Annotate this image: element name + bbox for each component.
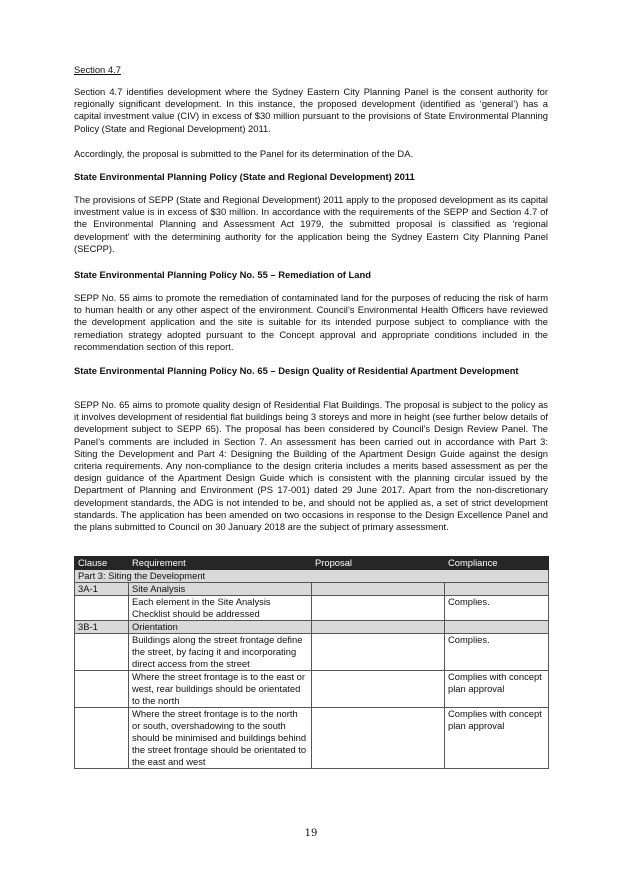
empty-cell bbox=[75, 596, 129, 621]
adg-compliance-table bbox=[74, 556, 549, 769]
header-compliance: Compliance bbox=[445, 557, 549, 570]
requirement-cell: Each element in the Site Analysis Checklist should be addressed bbox=[129, 596, 312, 621]
requirement-cell: Buildings along the street frontage define the street, by facing it and incorporating direct access from the street bbox=[129, 634, 312, 671]
compliance-cell: Complies with concept plan approval bbox=[445, 708, 549, 769]
table-row bbox=[75, 570, 549, 583]
paragraph-sepp-55: SEPP No. 55 aims to promote the remediation of contaminated land for the purposes of reducing the risk of harm to human health or any other aspect of the environment. Council’s Environmental Health Officers have reviewed the development application and the site is suitable for its intended purpose subject to compliance with the remediation strategy adopted pursuant to the Concept approval and appropriate conditions included in the recommendation section of this report. bbox=[74, 292, 548, 352]
heading-sepp-srd: State Environmental Planning Policy (State and Regional Development) 2011 bbox=[74, 171, 415, 182]
table-header-row bbox=[75, 557, 549, 570]
empty-cell bbox=[75, 708, 129, 769]
proposal-cell bbox=[312, 671, 445, 708]
empty-cell bbox=[445, 621, 549, 634]
header-requirement: Requirement bbox=[129, 557, 312, 570]
requirement-cell: Where the street frontage is to the north or south, overshadowing to the south should be minimised and buildings behind the street frontage should be orientated to the east and west bbox=[129, 708, 312, 769]
empty-cell bbox=[312, 621, 445, 634]
table-row bbox=[75, 596, 549, 621]
table-row bbox=[75, 583, 549, 596]
clause-cell: 3B-1 bbox=[75, 621, 129, 634]
subheading-cell: Orientation bbox=[129, 621, 312, 634]
subheading-cell: Site Analysis bbox=[129, 583, 312, 596]
header-clause: Clause bbox=[75, 557, 129, 570]
paragraph-accordingly: Accordingly, the proposal is submitted to the Panel for its determination of the DA. bbox=[74, 148, 414, 159]
table-row bbox=[75, 671, 549, 708]
paragraph-sepp-65: SEPP No. 65 aims to promote quality design of Residential Flat Buildings. The proposal is subject to the policy as it involves development of residential flat buildings being 3 storeys and more in height (see further below details of development subject to SEPP 65). The proposal has been considered by Council’s Design Review Panel. The Panel’s comments are included in Section 7. An assessment has been carried out in accordance with Part 3: Siting the Development and Part 4: Designing the Building of the Apartment Design Guide against the design criteria requirements. Any non-compliance to the design criteria includes a merits based assessment as per the design guidance of the Apartment Design Guide which is consistent with the planning circular issued by the Department of Planning and Environment (PS 17-001) dated 29 June 2017. Apart from the non-discretionary development standards, the ADG is not intended to be, and should not be applied as, a set of strict development standards. The application has been amended on two occasions in response to the Design Excellence Panel and the plans submitted to Council on 30 January 2018 are the subject of primary assessment. bbox=[74, 399, 548, 533]
paragraph-sepp-srd: The provisions of SEPP (State and Regional Development) 2011 apply to the proposed development as its capital investment value is in excess of $30 million. In accordance with the requirements of the SEPP and Section 4.7 of the Environmental Planning and Assessment Act 1979, the submitted proposal is classified as ‘regional development’ with the determining authority for the application being the Sydney Eastern City Planning Panel (SECPP). bbox=[74, 194, 548, 254]
compliance-cell: Complies. bbox=[445, 634, 549, 671]
table-row bbox=[75, 708, 549, 769]
table-row bbox=[75, 634, 549, 671]
empty-cell bbox=[445, 583, 549, 596]
clause-cell: 3A-1 bbox=[75, 583, 129, 596]
table-row bbox=[75, 621, 549, 634]
empty-cell bbox=[75, 634, 129, 671]
heading-sepp-55: State Environmental Planning Policy No. 55 – Remediation of Land bbox=[74, 269, 371, 280]
header-proposal: Proposal bbox=[312, 557, 445, 570]
proposal-cell bbox=[312, 708, 445, 769]
empty-cell bbox=[312, 583, 445, 596]
proposal-cell bbox=[312, 596, 445, 621]
page-number: 19 bbox=[304, 828, 318, 839]
requirement-cell: Where the street frontage is to the east or west, rear buildings should be orientated to the north bbox=[129, 671, 312, 708]
heading-sepp-65: State Environmental Planning Policy No. 65 – Design Quality of Residential Apartment Development bbox=[74, 365, 519, 376]
part-heading-cell: Part 3: Siting the Development bbox=[75, 570, 549, 583]
empty-cell bbox=[75, 671, 129, 708]
compliance-cell: Complies. bbox=[445, 596, 549, 621]
compliance-cell: Complies with concept plan approval bbox=[445, 671, 549, 708]
paragraph-section-4-7: Section 4.7 identifies development where the Sydney Eastern City Planning Panel is the consent authority for regionally significant development. In this instance, the proposed development (identified as ‘general’) has a capital investment value (CIV) in excess of $30 million pursuant to the provisions of State Environmental Planning Policy (State and Regional Development) 2011. bbox=[74, 86, 548, 134]
proposal-cell bbox=[312, 634, 445, 671]
section-heading: Section 4.7 bbox=[74, 64, 121, 75]
